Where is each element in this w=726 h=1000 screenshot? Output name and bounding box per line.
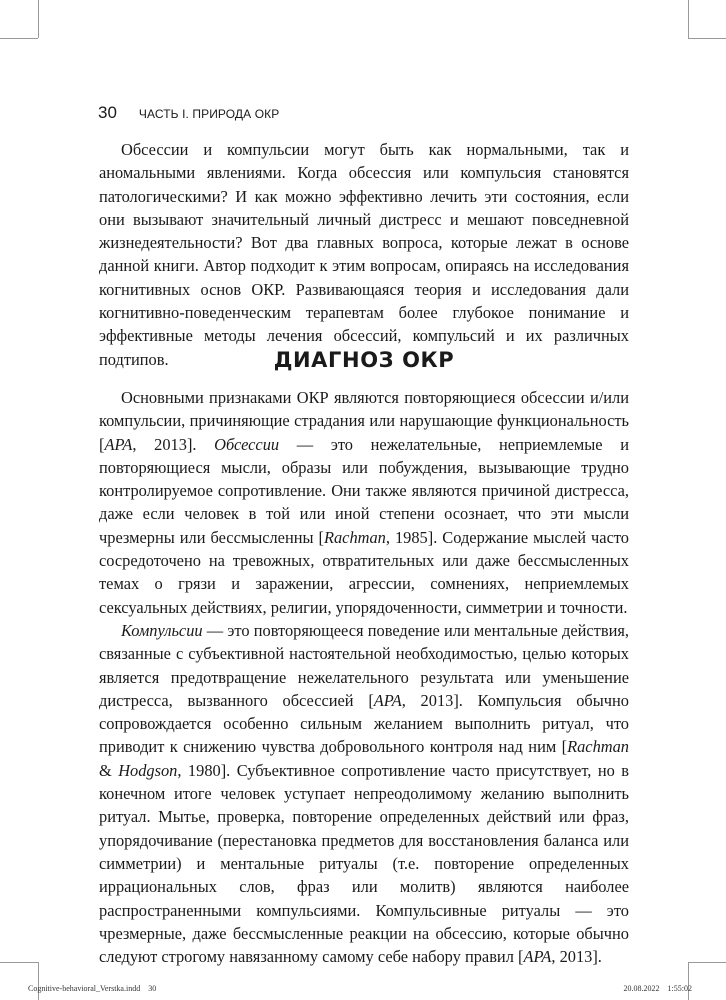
page-number: 30: [98, 103, 117, 122]
intro-text: [99, 138, 629, 371]
section-title: ДИАГНОЗ ОКР: [273, 348, 455, 372]
running-head: [98, 103, 279, 123]
term-compulsions: Компульсии: [121, 620, 203, 640]
footer-filename: Cognitive-behavioral_Verstka.indd: [28, 984, 141, 993]
crop-mark: [688, 38, 726, 39]
crop-mark: [688, 962, 726, 963]
footer-date: 20.08.2022: [623, 984, 660, 993]
paragraph-compulsions: [99, 619, 629, 968]
footer-page: 30: [148, 984, 157, 993]
crop-mark: [38, 962, 39, 1000]
footer-timestamp: [624, 984, 692, 993]
text-run: — это повторяющееся поведение или ментальные действия, связанные с субъективной настоятельной необходимостью, целью которых является предотвращение нежелательного результата или уменьшение дистресса, вызванного обсессией [: [99, 620, 629, 710]
citation: APA: [104, 434, 133, 454]
text-run: Основными признаками ОКР являются повторяющиеся обсессии и/или компульсии, причиняющие страдания или нарушающие функциональность [: [99, 388, 629, 454]
text-run: &: [99, 760, 119, 780]
part-title: ЧАСТЬ I. ПРИРОДА ОКР: [138, 107, 280, 121]
text-run: , 1980]. Субъективное сопротивление часто присутствует, но в конечном итоге человек уступает непреодолимому желанию выполнить ритуал. Мытье, проверка, повторение определенных действий или фраз, упорядочивание (перестановка предметов для восстановления баланса или симметрии) и ментальные ритуалы (т.е. повторение определенных иррациональных слов, фраз или молитв) являются наиболее распространенными компульсиями. Компульсивные ритуалы — это чрезмерные, даже бессмысленные реакции на обсессию, которые обычно следуют строгому навязанному самому себе набору правил [: [99, 760, 629, 967]
crop-mark: [0, 38, 38, 39]
section-body: [99, 386, 629, 968]
text-run: , 2013].: [551, 947, 602, 967]
citation: APA: [523, 947, 552, 967]
crop-mark: [688, 0, 689, 38]
footer-time: 1:55:02: [667, 984, 692, 993]
text-run: — это нежелательные, неприемлемые и повторяющиеся мысли, образы или побуждения, вызывающие трудно контролируемое сопротивление. Они также являются причиной дистресса, даже если человек в той или иной степени осознает, что эти мысли чрезмерны или бессмысленны [: [99, 434, 629, 547]
intro-paragraph: Обсессии и компульсии могут быть как нормальными, так и аномальными явлениями. Когда обсессия или компульсия становятся патологическими? И как можно эффективно лечить эти состояния, если они вызывают значительный личный дистресс и мешают повседневной жизнедеятельности? Вот два главных вопроса, которые лежат в основе данной книги. Автор подходит к этим вопросам, опираясь на исследования когнитивных основ ОКР. Развивающаяся теория и исследования дали когнитивно-поведенческим терапевтам более глубокое понимание и эффективные методы лечения обсессий, компульсий и их различных подтипов.: [99, 140, 629, 369]
crop-mark: [688, 962, 689, 1000]
text-run: , 1985]. Содержание мыслей часто сосредоточено на тревожных, отвратительных или даже бессмысленных темах о грязи и заражении, агрессии, сомнениях, неприемлемых сексуальных действиях, религии, упорядоченности, симметрии и точности.: [99, 527, 629, 617]
crop-mark: [38, 0, 39, 38]
citation: APA: [373, 690, 402, 710]
citation: Rachman: [323, 527, 386, 547]
crop-mark: [0, 962, 38, 963]
text-run: , 2013]. Компульсия обычно сопровождается особенно сильным желанием выполнить ритуал, что приводит к снижению чувства добровольного контроля над ним [: [99, 690, 629, 757]
footer-file-info: [28, 984, 156, 993]
citation: Rachman: [567, 737, 629, 757]
citation: Hodgson: [118, 760, 178, 780]
paragraph-obsessions: [99, 386, 629, 619]
text-run: , 2013].: [132, 434, 215, 454]
term-obsessions: Обсессии: [214, 434, 280, 454]
